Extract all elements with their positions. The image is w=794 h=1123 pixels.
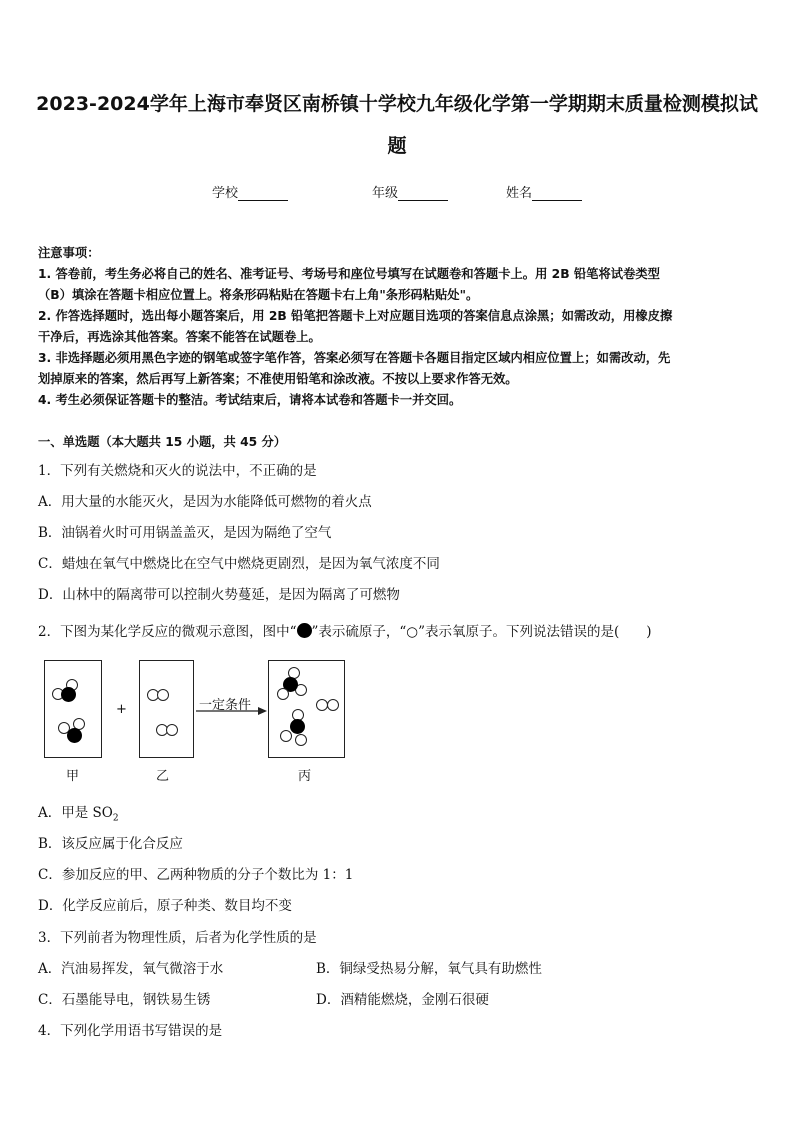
sulfur-atom-icon (61, 687, 76, 702)
page-title-line2: 题 (387, 135, 407, 157)
q1-stem: 1．下列有关燃烧和灭火的说法中，不正确的是 (38, 463, 317, 479)
q1-option-a: A．用大量的水能灭火，是因为水能降低可燃物的着火点 (38, 494, 372, 510)
name-blank (532, 188, 582, 201)
oxygen-atom-icon (157, 689, 169, 701)
box-bing (268, 660, 345, 758)
section-heading: 一、单选题（本大题共 15 小题，共 45 分） (38, 435, 287, 449)
note-line-5: 3. 非选择题必须用黑色字迹的钢笔或签字笔作答，答案必须写在答题卡各题目指定区域内相应位置上；如需改动，先 (38, 351, 671, 365)
q1-option-c: C．蜡烛在氧气中燃烧比在空气中燃烧更剧烈，是因为氧气浓度不同 (38, 556, 440, 572)
oxygen-atom-icon (295, 734, 307, 746)
q2-option-c: C．参加反应的甲、乙两种物质的分子个数比为 1：1 (38, 867, 354, 883)
q4-stem: 4．下列化学用语书写错误的是 (38, 1023, 223, 1039)
q3-option-d: D．酒精能燃烧，金刚石很硬 (316, 992, 489, 1008)
notes-heading: 注意事项： (38, 246, 100, 260)
name-label: 姓名 (506, 186, 533, 201)
box-jia (44, 660, 102, 758)
note-line-7: 4. 考生必须保证答题卡的整洁。考试结束后，请将本试卷和答题卡一并交回。 (38, 393, 462, 407)
sulfur-atom-icon (297, 623, 312, 638)
q3-option-b: B．铜绿受热易分解，氧气具有助燃性 (316, 961, 542, 977)
q2-option-d: D．化学反应前后，原子种类、数目均不变 (38, 898, 292, 914)
note-line-3: 2. 作答选择题时，选出每小题答案后，用 2B 铅笔把答题卡上对应题目选项的答案信息点涂黑；如需改动，用橡皮擦 (38, 309, 673, 323)
oxygen-atom-icon (280, 730, 292, 742)
school-field (212, 182, 288, 201)
q2-option-a-text: A．甲是 SO (38, 805, 113, 821)
q3-option-a: A．汽油易挥发，氧气微溶于水 (38, 961, 224, 977)
q2-stem-post: ”表示硫原子，“○”表示氧原子。下列说法错误的是( ) (311, 624, 652, 640)
oxygen-atom-icon (327, 699, 339, 711)
q2-option-b: B．该反应属于化合反应 (38, 836, 183, 852)
q2-stem (38, 620, 652, 640)
plus-sign: + (116, 702, 127, 717)
q1-option-d: D．山林中的隔离带可以控制火势蔓延，是因为隔离了可燃物 (38, 587, 400, 603)
label-yi: 乙 (156, 769, 170, 784)
grade-blank (398, 188, 448, 201)
sulfur-atom-icon (290, 719, 305, 734)
sulfur-atom-icon (67, 728, 82, 743)
q2-option-a (38, 801, 119, 824)
oxygen-atom-icon (166, 724, 178, 736)
q2-option-a-subscript: 2 (112, 813, 119, 824)
q3-option-c: C．石墨能导电，钢铁易生锈 (38, 992, 211, 1008)
label-bing: 丙 (298, 769, 312, 784)
reaction-arrow-icon (196, 706, 268, 716)
oxygen-atom-icon (277, 688, 289, 700)
box-yi (139, 660, 194, 758)
note-line-6: 划掉原来的答案，然后再写上新答案；不准使用铅笔和涂改液。不按以上要求作答无效。 (38, 372, 518, 386)
q3-stem: 3．下列前者为物理性质，后者为化学性质的是 (38, 930, 317, 946)
page-title-line1: 2023-2024学年上海市奉贤区南桥镇十学校九年级化学第一学期期末质量检测模拟试 (36, 93, 758, 115)
name-field (506, 182, 582, 201)
school-label: 学校 (212, 186, 239, 201)
note-line-2: （B）填涂在答题卡相应位置上。将条形码粘贴在答题卡右上角"条形码粘贴处"。 (38, 288, 479, 302)
note-line-4: 干净后，再选涂其他答案。答案不能答在试题卷上。 (38, 330, 321, 344)
grade-label: 年级 (372, 186, 399, 201)
school-blank (238, 188, 288, 201)
note-line-1: 1. 答卷前，考生务必将自己的姓名、准考证号、考场号和座位号填写在试题卷和答题卡上。用 2B 铅笔将试卷类型 (38, 267, 660, 281)
q1-option-b: B．油锅着火时可用锅盖盖灭，是因为隔绝了空气 (38, 525, 332, 541)
grade-field (372, 182, 448, 201)
q2-stem-pre: 2．下图为某化学反应的微观示意图，图中“ (38, 624, 297, 640)
reaction-condition: 一定条件 (199, 698, 252, 713)
label-jia: 甲 (66, 769, 80, 784)
